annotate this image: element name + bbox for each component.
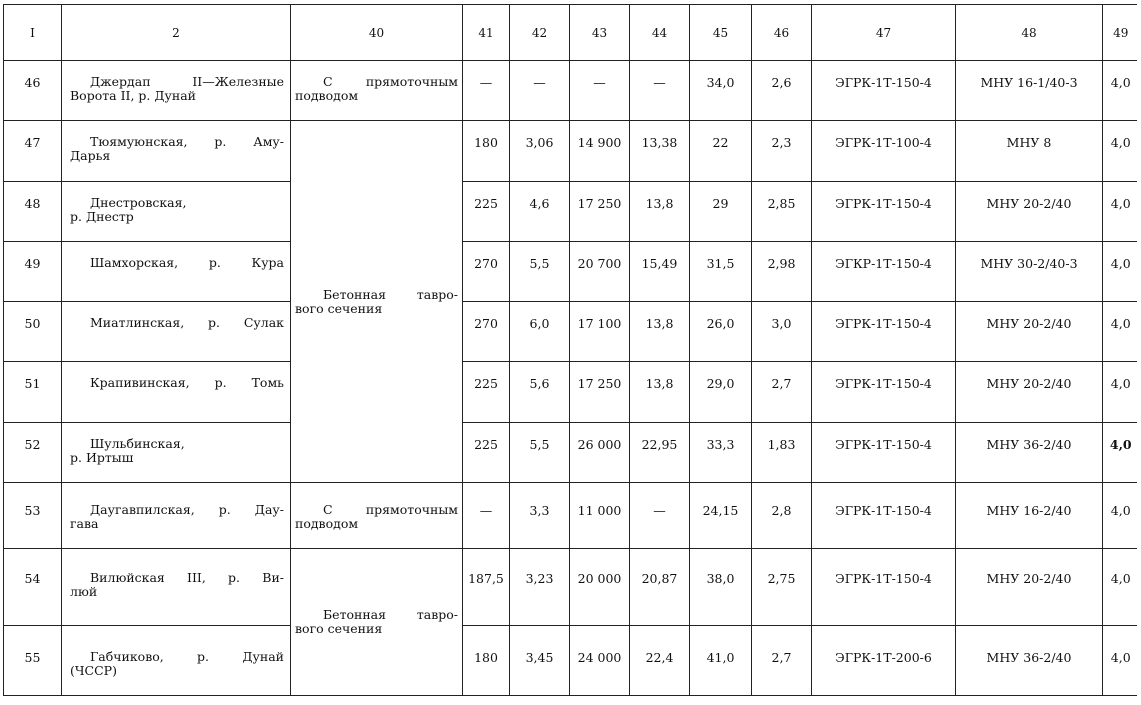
cell-41: — [463,483,510,549]
cell-45: 22 [690,121,752,182]
cell-43: 17 250 [570,182,630,242]
cell-49: 4,0 [1103,242,1137,302]
row-number: 52 [4,423,62,483]
cell-48: МНУ 36-2/40 [956,423,1103,483]
cell-44: — [630,61,690,121]
cell-47: ЭГРК-1Т-100-4 [812,121,956,182]
cell-47: ЭГРК-1Т-150-4 [812,362,956,423]
cell-46: 2,8 [752,483,812,549]
cell-42: 4,6 [510,182,570,242]
header-cell: 49 [1103,5,1137,61]
cell-44: 22,95 [630,423,690,483]
cell-45: 26,0 [690,302,752,362]
cell-49: 4,0 [1103,626,1137,696]
cell-41: — [463,61,510,121]
construction-type: С прямоточным подводом [291,483,463,549]
cell-45: 29 [690,182,752,242]
construction-type: С прямоточным подводом [291,61,463,121]
cell-47: ЭГРК-1Т-150-4 [812,302,956,362]
station-name: Крапивинская, р. Томь [62,362,291,423]
station-name: Вилюйская III, р. Ви- люй [62,549,291,626]
cell-46: 3,0 [752,302,812,362]
cell-44: 13,38 [630,121,690,182]
cell-46: 2,6 [752,61,812,121]
cell-43: 17 100 [570,302,630,362]
cell-48: МНУ 20-2/40 [956,302,1103,362]
header-cell: 2 [62,5,291,61]
cell-44: 13,8 [630,362,690,423]
cell-48: МНУ 30-2/40-3 [956,242,1103,302]
cell-49: 4,0 [1103,549,1137,626]
cell-44: 22,4 [630,626,690,696]
cell-45: 34,0 [690,61,752,121]
cell-47: ЭГРК-1Т-200-6 [812,626,956,696]
table-row [4,549,1137,626]
cell-48: МНУ 16-1/40-3 [956,61,1103,121]
cell-42: 3,23 [510,549,570,626]
cell-41: 270 [463,242,510,302]
cell-48: МНУ 20-2/40 [956,362,1103,423]
station-name: Миатлинская, р. Сулак [62,302,291,362]
cell-42: 6,0 [510,302,570,362]
cell-49: 4,0 [1103,362,1137,423]
cell-45: 41,0 [690,626,752,696]
table-row [4,182,1137,242]
header-cell: 47 [812,5,956,61]
header-cell: 48 [956,5,1103,61]
construction-type: Бетонная тавро- вого сечения [291,121,463,483]
cell-47: ЭГРК-1Т-150-4 [812,61,956,121]
header-cell: 42 [510,5,570,61]
cell-42: — [510,61,570,121]
cell-42: 3,45 [510,626,570,696]
cell-48: МНУ 8 [956,121,1103,182]
cell-49: 4,0 [1103,61,1137,121]
cell-46: 2,7 [752,626,812,696]
cell-45: 24,15 [690,483,752,549]
table-row [4,626,1137,696]
header-cell: 40 [291,5,463,61]
cell-43: 20 700 [570,242,630,302]
header-cell: I [4,5,62,61]
cell-46: 2,75 [752,549,812,626]
cell-43: 11 000 [570,483,630,549]
cell-43: 17 250 [570,362,630,423]
row-number: 49 [4,242,62,302]
row-number: 50 [4,302,62,362]
cell-42: 5,5 [510,423,570,483]
cell-47: ЭГРК-1Т-150-4 [812,423,956,483]
station-name: Шамхорская, р. Кура [62,242,291,302]
row-number: 51 [4,362,62,423]
cell-43: 14 900 [570,121,630,182]
table-row [4,423,1137,483]
cell-41: 180 [463,121,510,182]
cell-41: 187,5 [463,549,510,626]
header-cell: 43 [570,5,630,61]
header-cell: 46 [752,5,812,61]
cell-47: ЭГРК-1Т-150-4 [812,182,956,242]
cell-48: МНУ 20-2/40 [956,549,1103,626]
cell-47: ЭГРК-1Т-150-4 [812,483,956,549]
cell-41: 225 [463,362,510,423]
cell-46: 1,83 [752,423,812,483]
cell-47: ЭГКР-1Т-150-4 [812,242,956,302]
cell-41: 270 [463,302,510,362]
table-row [4,302,1137,362]
cell-49: 4,0 [1103,302,1137,362]
cell-42: 3,06 [510,121,570,182]
station-name: Тюямуюнская, р. Аму- Дарья [62,121,291,182]
specifications-table [3,4,1137,696]
station-name: Даугавпилская, р. Дау- гава [62,483,291,549]
cell-46: 2,7 [752,362,812,423]
station-name: Днестровская, р. Днестр [62,182,291,242]
station-name: Габчиково, р. Дунай (ЧССР) [62,626,291,696]
row-number: 46 [4,61,62,121]
cell-43: 20 000 [570,549,630,626]
table-row [4,61,1137,121]
cell-42: 5,6 [510,362,570,423]
cell-44: — [630,483,690,549]
cell-41: 180 [463,626,510,696]
cell-49: 4,0 [1103,423,1137,483]
station-name: Шульбинская, р. Иртыш [62,423,291,483]
cell-44: 13,8 [630,302,690,362]
construction-type: Бетонная тавро- вого сечения [291,549,463,696]
cell-45: 29,0 [690,362,752,423]
cell-44: 15,49 [630,242,690,302]
row-number: 47 [4,121,62,182]
row-number: 54 [4,549,62,626]
table-row [4,242,1137,302]
header-cell: 41 [463,5,510,61]
station-name: Джердап II—Железные Ворота II, р. Дунай [62,61,291,121]
cell-47: ЭГРК-1Т-150-4 [812,549,956,626]
cell-49: 4,0 [1103,182,1137,242]
row-number: 55 [4,626,62,696]
cell-43: 24 000 [570,626,630,696]
table-row [4,483,1137,549]
header-cell: 44 [630,5,690,61]
cell-48: МНУ 20-2/40 [956,182,1103,242]
cell-43: 26 000 [570,423,630,483]
cell-49: 4,0 [1103,121,1137,182]
cell-42: 5,5 [510,242,570,302]
cell-44: 20,87 [630,549,690,626]
cell-44: 13,8 [630,182,690,242]
table-row [4,362,1137,423]
row-number: 48 [4,182,62,242]
cell-45: 38,0 [690,549,752,626]
cell-46: 2,85 [752,182,812,242]
cell-49: 4,0 [1103,483,1137,549]
row-number: 53 [4,483,62,549]
cell-46: 2,3 [752,121,812,182]
cell-48: МНУ 16-2/40 [956,483,1103,549]
header-cell: 45 [690,5,752,61]
cell-46: 2,98 [752,242,812,302]
cell-45: 33,3 [690,423,752,483]
cell-48: МНУ 36-2/40 [956,626,1103,696]
header-row [4,5,1137,61]
cell-45: 31,5 [690,242,752,302]
cell-41: 225 [463,182,510,242]
cell-41: 225 [463,423,510,483]
table-row [4,121,1137,182]
cell-43: — [570,61,630,121]
cell-42: 3,3 [510,483,570,549]
